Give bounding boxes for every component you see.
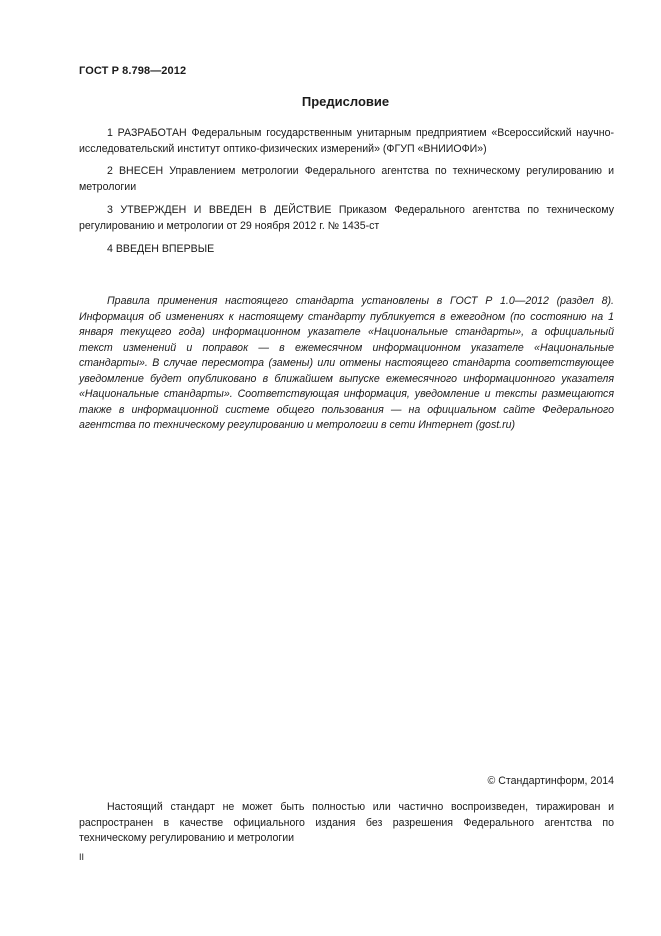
page-number: II bbox=[79, 852, 85, 862]
paragraph-approved: 3 УТВЕРЖДЕН И ВВЕДЕН В ДЕЙСТВИЕ Приказом Федерального агентства по техническому регулированию и метрологии от 29 ноября 2012 г. № 1435-ст bbox=[79, 204, 614, 232]
document-header: ГОСТ Р 8.798—2012 bbox=[79, 65, 187, 77]
application-rules-note: Правила применения настоящего стандарта установлены в ГОСТ Р 1.0—2012 (раздел 8). Информация об изменениях к настоящему стандарту публикуется в ежегодном (по состоянию на 1 января текущего года) информационном указателе «Национальные стандарты», а официальный текст изменений и поправок — в ежемесячном информационном указателе «Национальные стандарты». В случае пересмотра (замены) или отмены настоящего стандарта соответствующее уведомление будет опубликовано в ближайшем выпуске ежемесячного информационного указателя «Национальные стандарты». Соответствующая информация, уведомление и тексты размещаются также в информационной системе общего пользования — на официальном сайте Федерального агентства по техническому регулированию и метрологии в сети Интернет (gost.ru) bbox=[79, 295, 614, 431]
section-title: Предисловие bbox=[301, 94, 390, 109]
copyright-notice: © Стандартинформ, 2014 bbox=[487, 775, 614, 787]
paragraph-first-introduced: 4 ВВЕДЕН ВПЕРВЫЕ bbox=[107, 243, 215, 255]
paragraph-developed-by: 1 РАЗРАБОТАН Федеральным государственным унитарным предприятием «Всероссийский научно-исследовательский институт оптико-физических измерений» (ФГУП «ВНИИОФИ») bbox=[79, 127, 614, 155]
paragraph-introduced-by: 2 ВНЕСЕН Управлением метрологии Федерального агентства по техническому регулированию и метрологии bbox=[79, 165, 614, 193]
reproduction-notice: Настоящий стандарт не может быть полностью или частично воспроизведен, тиражирован и распространен в качестве официального издания без разрешения Федерального агентства по техническому регулированию и метрологии bbox=[79, 801, 614, 844]
